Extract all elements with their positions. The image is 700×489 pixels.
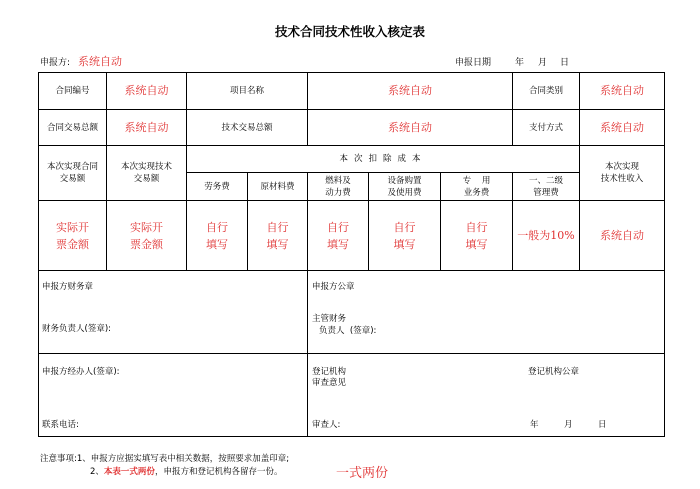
equipment-value-l1: 自行 <box>393 220 416 234</box>
service-header-l1: 专 用 <box>462 175 491 186</box>
finance-sign-cell <box>39 271 308 354</box>
note-line-2-rest: ，申报方和登记机构各留存一份。 <box>154 467 283 477</box>
equipment-value[interactable] <box>369 201 441 271</box>
date-month: 月 <box>538 58 548 68</box>
contract-amount-value[interactable] <box>39 201 107 271</box>
note-line-2-bold: 本表一式两份 <box>103 467 155 477</box>
finance-seal-label: 申报方财务章 <box>42 282 94 292</box>
total-amount-label: 合同交易总额 <box>39 110 107 146</box>
service-value-l2: 填写 <box>465 237 488 251</box>
management-value[interactable]: 一般为10% <box>513 201 580 271</box>
service-header-l2: 业务费 <box>463 187 490 198</box>
registry-sign-cell <box>308 354 665 437</box>
verification-table <box>38 72 665 437</box>
annotation-two-copies: 一式两份 <box>336 466 389 481</box>
project-name-label: 项目名称 <box>187 73 308 110</box>
management-header-l2: 管理费 <box>533 187 559 198</box>
phone-label: 联系电话: <box>42 420 79 430</box>
contract-type-value[interactable]: 系统自动 <box>580 73 665 110</box>
date-label: 申报日期 <box>455 58 492 68</box>
tech-amount-header <box>107 146 187 201</box>
review-day: 日 <box>598 420 607 430</box>
equipment-value-l2: 填写 <box>393 237 416 251</box>
contract-amount-value-l1: 实际开 <box>56 220 89 234</box>
tech-total-value[interactable]: 系统自动 <box>308 110 513 146</box>
review-month: 月 <box>564 420 573 430</box>
fuel-value-l2: 填写 <box>327 237 350 251</box>
fuel-value[interactable] <box>308 201 369 271</box>
material-value-l1: 自行 <box>266 220 289 234</box>
payment-value[interactable]: 系统自动 <box>580 110 665 146</box>
labor-value-l1: 自行 <box>206 220 228 234</box>
review-year: 年 <box>530 420 539 430</box>
contract-amount-header-l1: 本次实现合同 <box>46 162 98 172</box>
service-value-l1: 自行 <box>465 220 488 234</box>
management-header-l1: 一、二级 <box>529 175 564 186</box>
date-day: 日 <box>560 58 570 68</box>
equipment-header-l2: 及使用费 <box>387 187 422 198</box>
registry-seal-label: 登记机构公章 <box>528 367 580 377</box>
labor-value-l2: 填写 <box>206 237 228 251</box>
note-line-2 <box>90 465 282 477</box>
fuel-header-l2: 动力费 <box>325 187 351 198</box>
tech-amount-value-l2: 票金额 <box>130 237 163 251</box>
contract-no-value[interactable]: 系统自动 <box>107 73 187 110</box>
tech-amount-header-l2: 交易额 <box>133 174 160 184</box>
payment-label: 支付方式 <box>513 110 580 146</box>
supervisor-label-l1: 主管财务 <box>312 314 347 324</box>
material-header: 原材料费 <box>248 173 308 201</box>
income-header-l2: 技术性收入 <box>600 174 644 184</box>
service-header <box>441 173 513 201</box>
reviewer-label: 审查人: <box>312 420 341 430</box>
contract-no-label: 合同编号 <box>39 73 107 110</box>
official-sign-cell <box>308 271 665 354</box>
registry-label-l2: 审查意见 <box>312 378 347 388</box>
contract-amount-header-l2: 交易额 <box>59 174 86 184</box>
form-title: 技术合同技术性收入核定表 <box>274 24 425 39</box>
handler-sign-cell <box>39 354 308 437</box>
tech-amount-value[interactable] <box>107 201 187 271</box>
labor-value[interactable] <box>187 201 248 271</box>
material-value-l2: 填写 <box>266 237 289 251</box>
note-line-1: 注意事项:1、申报方应据实填写表中相关数据，按照要求加盖印章; <box>40 454 290 464</box>
official-seal-label: 申报方公章 <box>312 282 355 292</box>
tech-amount-value-l1: 实际开 <box>130 220 163 234</box>
applicant-value[interactable]: 系统自动 <box>78 55 122 68</box>
applicant-label: 申报方: <box>40 58 71 68</box>
registry-label-l1: 登记机构 <box>312 367 347 377</box>
income-value[interactable]: 系统自动 <box>580 201 665 271</box>
fuel-header <box>308 173 369 201</box>
equipment-header-l1: 设备购置 <box>387 175 422 186</box>
labor-header: 劳务费 <box>187 173 248 201</box>
fuel-header-l1: 燃料及 <box>325 175 351 186</box>
note-line-2-prefix: 2、 <box>90 467 104 477</box>
service-value[interactable] <box>441 201 513 271</box>
total-amount-value[interactable]: 系统自动 <box>107 110 187 146</box>
income-header-l1: 本次实现 <box>605 162 640 172</box>
date-year: 年 <box>515 58 525 68</box>
management-header <box>513 173 580 201</box>
finance-person-label: 财务负责人(签章): <box>42 324 111 334</box>
income-header <box>580 146 665 201</box>
project-name-value[interactable]: 系统自动 <box>308 73 513 110</box>
contract-type-label: 合同类别 <box>513 73 580 110</box>
contract-amount-header <box>39 146 107 201</box>
handler-label: 申报方经办人(签章): <box>42 367 120 377</box>
deduction-header: 本次扣除成本 <box>187 146 580 173</box>
supervisor-label-l2: 负责人 (签章): <box>319 326 377 336</box>
fuel-value-l1: 自行 <box>327 220 350 234</box>
material-value[interactable] <box>248 201 308 271</box>
tech-amount-header-l1: 本次实现技术 <box>120 162 172 172</box>
tech-total-label: 技术交易总额 <box>187 110 308 146</box>
contract-amount-value-l2: 票金额 <box>56 237 89 251</box>
equipment-header <box>369 173 441 201</box>
